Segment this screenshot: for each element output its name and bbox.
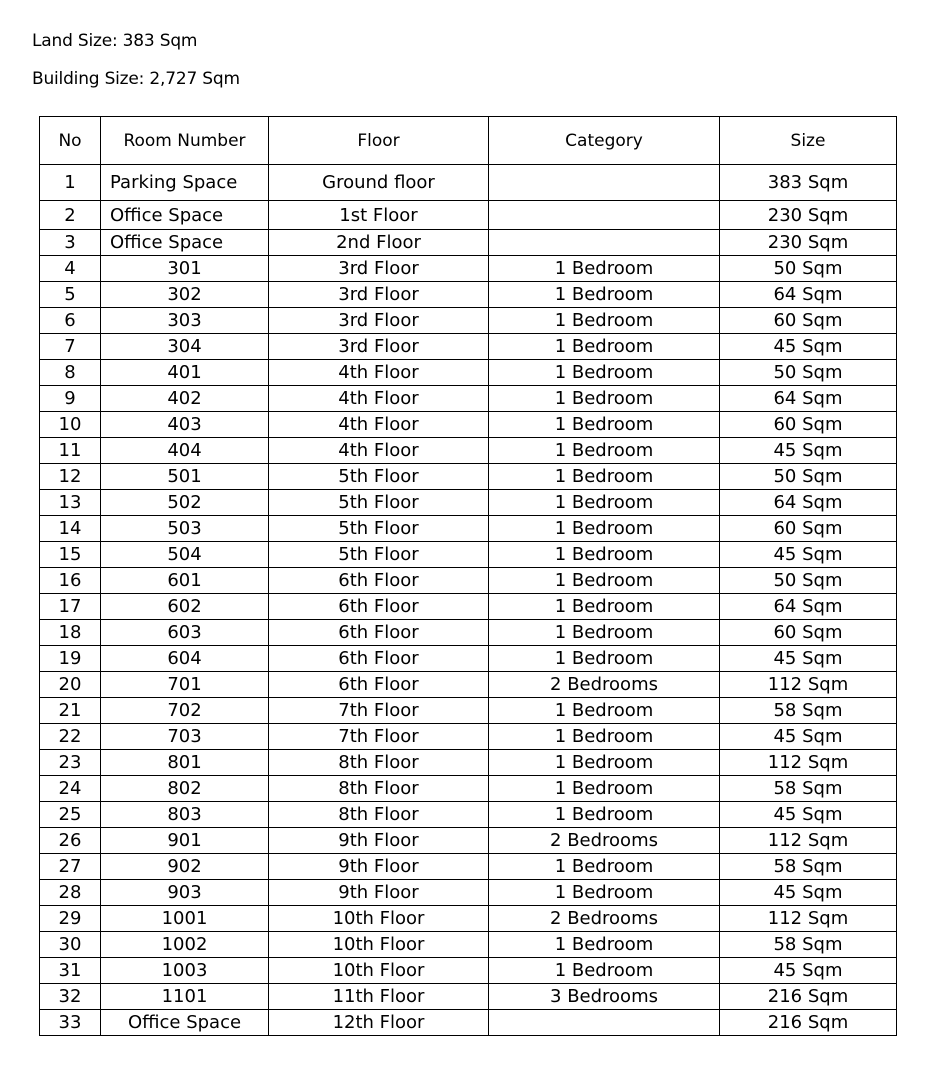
cell-floor: 6th Floor [269, 594, 489, 620]
table-row [40, 880, 897, 906]
cell-size: 383 Sqm [720, 165, 897, 201]
cell-floor: 2nd Floor [269, 230, 489, 256]
cell-no: 4 [40, 256, 101, 282]
cell-size: 216 Sqm [720, 1010, 897, 1036]
cell-floor: 3rd Floor [269, 334, 489, 360]
cell-no: 12 [40, 464, 101, 490]
cell-no: 28 [40, 880, 101, 906]
table-row [40, 490, 897, 516]
cell-no: 22 [40, 724, 101, 750]
cell-floor: 10th Floor [269, 906, 489, 932]
cell-size: 64 Sqm [720, 282, 897, 308]
table-row [40, 282, 897, 308]
land-size-text: Land Size: 383 Sqm [32, 31, 198, 51]
cell-floor: 10th Floor [269, 958, 489, 984]
table-row [40, 360, 897, 386]
cell-no: 31 [40, 958, 101, 984]
cell-size: 45 Sqm [720, 958, 897, 984]
cell-category: 1 Bedroom [489, 282, 720, 308]
cell-room-number: 1003 [101, 958, 269, 984]
cell-room-number: Office Space [101, 230, 269, 256]
table-row [40, 516, 897, 542]
table-row [40, 165, 897, 201]
header-room-number: Room Number [101, 117, 269, 165]
cell-room-number: 301 [101, 256, 269, 282]
table-row [40, 698, 897, 724]
cell-no: 27 [40, 854, 101, 880]
cell-room-number: 604 [101, 646, 269, 672]
cell-room-number: 603 [101, 620, 269, 646]
table-row [40, 438, 897, 464]
cell-size: 60 Sqm [720, 308, 897, 334]
cell-no: 13 [40, 490, 101, 516]
cell-floor: 7th Floor [269, 724, 489, 750]
table-row [40, 802, 897, 828]
cell-floor: 3rd Floor [269, 256, 489, 282]
cell-no: 2 [40, 201, 101, 230]
cell-room-number: 1101 [101, 984, 269, 1010]
cell-room-number: 701 [101, 672, 269, 698]
cell-room-number: 703 [101, 724, 269, 750]
cell-floor: 1st Floor [269, 201, 489, 230]
table-row [40, 308, 897, 334]
table-row [40, 412, 897, 438]
cell-size: 50 Sqm [720, 568, 897, 594]
cell-room-number: 903 [101, 880, 269, 906]
cell-room-number: 602 [101, 594, 269, 620]
cell-floor: 9th Floor [269, 828, 489, 854]
table-row [40, 594, 897, 620]
cell-category: 1 Bedroom [489, 568, 720, 594]
cell-size: 45 Sqm [720, 334, 897, 360]
cell-no: 17 [40, 594, 101, 620]
cell-category: 1 Bedroom [489, 750, 720, 776]
cell-category: 1 Bedroom [489, 880, 720, 906]
cell-room-number: 803 [101, 802, 269, 828]
cell-room-number: 902 [101, 854, 269, 880]
room-table [39, 116, 897, 1036]
cell-floor: 6th Floor [269, 672, 489, 698]
cell-room-number: 304 [101, 334, 269, 360]
cell-no: 11 [40, 438, 101, 464]
cell-room-number: 303 [101, 308, 269, 334]
cell-room-number: 802 [101, 776, 269, 802]
cell-category [489, 230, 720, 256]
cell-category: 1 Bedroom [489, 490, 720, 516]
table-row [40, 464, 897, 490]
cell-size: 112 Sqm [720, 672, 897, 698]
cell-floor: 6th Floor [269, 568, 489, 594]
cell-floor: 9th Floor [269, 854, 489, 880]
cell-category [489, 165, 720, 201]
cell-size: 60 Sqm [720, 412, 897, 438]
cell-category: 1 Bedroom [489, 958, 720, 984]
cell-floor: 11th Floor [269, 984, 489, 1010]
cell-category: 1 Bedroom [489, 698, 720, 724]
cell-room-number: 601 [101, 568, 269, 594]
cell-size: 64 Sqm [720, 594, 897, 620]
cell-room-number: 801 [101, 750, 269, 776]
cell-no: 18 [40, 620, 101, 646]
cell-floor: 4th Floor [269, 412, 489, 438]
cell-category: 1 Bedroom [489, 724, 720, 750]
cell-category: 1 Bedroom [489, 386, 720, 412]
cell-no: 25 [40, 802, 101, 828]
building-size-text: Building Size: 2,727 Sqm [32, 69, 240, 89]
cell-size: 112 Sqm [720, 750, 897, 776]
cell-size: 58 Sqm [720, 932, 897, 958]
cell-category: 1 Bedroom [489, 620, 720, 646]
cell-no: 5 [40, 282, 101, 308]
table-row [40, 906, 897, 932]
cell-floor: 3rd Floor [269, 282, 489, 308]
cell-no: 26 [40, 828, 101, 854]
cell-no: 1 [40, 165, 101, 201]
cell-no: 6 [40, 308, 101, 334]
cell-no: 32 [40, 984, 101, 1010]
cell-no: 16 [40, 568, 101, 594]
cell-floor: 5th Floor [269, 464, 489, 490]
cell-no: 20 [40, 672, 101, 698]
cell-floor: 5th Floor [269, 516, 489, 542]
cell-floor: 4th Floor [269, 386, 489, 412]
cell-size: 50 Sqm [720, 256, 897, 282]
table-row [40, 256, 897, 282]
cell-floor: 5th Floor [269, 490, 489, 516]
cell-category: 1 Bedroom [489, 542, 720, 568]
cell-floor: 12th Floor [269, 1010, 489, 1036]
cell-size: 50 Sqm [720, 464, 897, 490]
table-row [40, 542, 897, 568]
header-category: Category [489, 117, 720, 165]
cell-size: 45 Sqm [720, 880, 897, 906]
cell-room-number: 302 [101, 282, 269, 308]
cell-no: 24 [40, 776, 101, 802]
cell-no: 7 [40, 334, 101, 360]
cell-size: 58 Sqm [720, 698, 897, 724]
cell-size: 112 Sqm [720, 828, 897, 854]
cell-room-number: 901 [101, 828, 269, 854]
cell-size: 58 Sqm [720, 776, 897, 802]
cell-category: 1 Bedroom [489, 516, 720, 542]
cell-category: 1 Bedroom [489, 776, 720, 802]
cell-no: 30 [40, 932, 101, 958]
cell-floor: 3rd Floor [269, 308, 489, 334]
table-row [40, 646, 897, 672]
cell-size: 58 Sqm [720, 854, 897, 880]
header-size: Size [720, 117, 897, 165]
cell-size: 64 Sqm [720, 386, 897, 412]
cell-no: 23 [40, 750, 101, 776]
table-row [40, 828, 897, 854]
cell-no: 19 [40, 646, 101, 672]
cell-size: 216 Sqm [720, 984, 897, 1010]
cell-floor: 10th Floor [269, 932, 489, 958]
cell-size: 45 Sqm [720, 542, 897, 568]
cell-floor: Ground floor [269, 165, 489, 201]
cell-size: 230 Sqm [720, 201, 897, 230]
cell-floor: 9th Floor [269, 880, 489, 906]
cell-no: 10 [40, 412, 101, 438]
cell-category: 1 Bedroom [489, 802, 720, 828]
cell-room-number: Office Space [101, 201, 269, 230]
cell-floor: 4th Floor [269, 360, 489, 386]
table-row [40, 932, 897, 958]
table-row [40, 568, 897, 594]
cell-floor: 8th Floor [269, 776, 489, 802]
cell-floor: 4th Floor [269, 438, 489, 464]
cell-size: 60 Sqm [720, 516, 897, 542]
cell-room-number: 402 [101, 386, 269, 412]
cell-room-number: 404 [101, 438, 269, 464]
cell-room-number: 502 [101, 490, 269, 516]
cell-category: 2 Bedrooms [489, 906, 720, 932]
table-row [40, 750, 897, 776]
cell-room-number: 401 [101, 360, 269, 386]
cell-floor: 6th Floor [269, 646, 489, 672]
cell-room-number: 503 [101, 516, 269, 542]
table-row [40, 672, 897, 698]
cell-floor: 8th Floor [269, 750, 489, 776]
table-header-row [40, 117, 897, 165]
cell-size: 45 Sqm [720, 646, 897, 672]
cell-category: 2 Bedrooms [489, 672, 720, 698]
cell-no: 29 [40, 906, 101, 932]
cell-room-number: 1001 [101, 906, 269, 932]
cell-size: 45 Sqm [720, 724, 897, 750]
cell-category: 1 Bedroom [489, 464, 720, 490]
cell-category: 1 Bedroom [489, 334, 720, 360]
cell-category [489, 1010, 720, 1036]
cell-no: 9 [40, 386, 101, 412]
table-row [40, 776, 897, 802]
cell-floor: 6th Floor [269, 620, 489, 646]
cell-floor: 7th Floor [269, 698, 489, 724]
table-row [40, 230, 897, 256]
cell-category: 3 Bedrooms [489, 984, 720, 1010]
cell-room-number: 1002 [101, 932, 269, 958]
cell-category: 1 Bedroom [489, 412, 720, 438]
cell-category: 1 Bedroom [489, 932, 720, 958]
header-floor: Floor [269, 117, 489, 165]
table-row [40, 1010, 897, 1036]
cell-floor: 8th Floor [269, 802, 489, 828]
cell-no: 8 [40, 360, 101, 386]
cell-no: 14 [40, 516, 101, 542]
cell-no: 3 [40, 230, 101, 256]
table-row [40, 724, 897, 750]
cell-no: 33 [40, 1010, 101, 1036]
cell-size: 45 Sqm [720, 438, 897, 464]
cell-size: 60 Sqm [720, 620, 897, 646]
table-row [40, 386, 897, 412]
cell-category: 2 Bedrooms [489, 828, 720, 854]
cell-size: 50 Sqm [720, 360, 897, 386]
cell-size: 64 Sqm [720, 490, 897, 516]
cell-room-number: Parking Space [101, 165, 269, 201]
table-row [40, 958, 897, 984]
header-no: No [40, 117, 101, 165]
cell-category: 1 Bedroom [489, 256, 720, 282]
table-row [40, 854, 897, 880]
table-row [40, 201, 897, 230]
cell-category: 1 Bedroom [489, 854, 720, 880]
cell-category: 1 Bedroom [489, 438, 720, 464]
cell-room-number: 403 [101, 412, 269, 438]
cell-size: 230 Sqm [720, 230, 897, 256]
cell-room-number: 504 [101, 542, 269, 568]
cell-room-number: 702 [101, 698, 269, 724]
cell-room-number: 501 [101, 464, 269, 490]
cell-category: 1 Bedroom [489, 646, 720, 672]
table-row [40, 334, 897, 360]
cell-size: 45 Sqm [720, 802, 897, 828]
cell-size: 112 Sqm [720, 906, 897, 932]
cell-category: 1 Bedroom [489, 308, 720, 334]
cell-no: 21 [40, 698, 101, 724]
cell-floor: 5th Floor [269, 542, 489, 568]
cell-category: 1 Bedroom [489, 594, 720, 620]
cell-room-number: Office Space [101, 1010, 269, 1036]
table-row [40, 620, 897, 646]
table-row [40, 984, 897, 1010]
cell-no: 15 [40, 542, 101, 568]
cell-category [489, 201, 720, 230]
cell-category: 1 Bedroom [489, 360, 720, 386]
